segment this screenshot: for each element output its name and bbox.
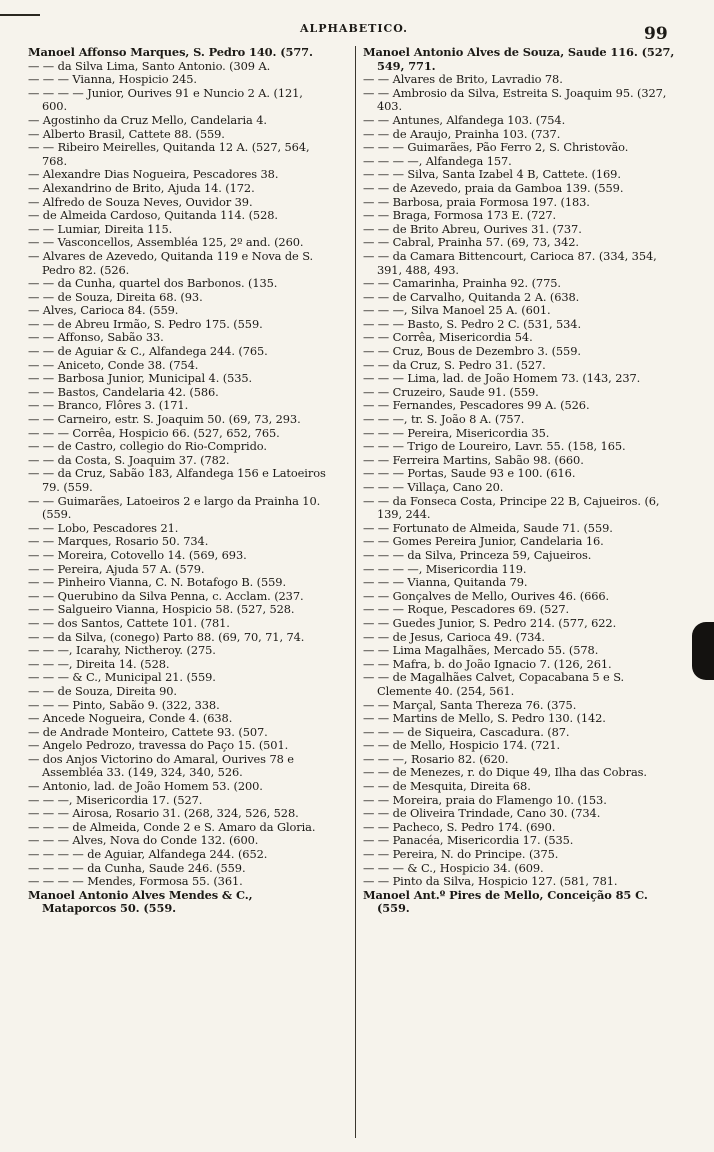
directory-entry: — — — —, Alfandega 157. (363, 153, 512, 168)
directory-entry: — — de Menezes, r. do Dique 49, Ilha das Cobras. (363, 765, 647, 780)
directory-entry: — — — Airosa, Rosario 31. (268, 324, 526, 528. (28, 806, 299, 821)
directory-entry: — — — de Almeida, Conde 2 e S. Amaro da Gloria. (28, 819, 316, 834)
directory-entry: — — — & C., Hospicio 34. (609. (363, 860, 544, 875)
directory-entry: — — Barbosa Junior, Municipal 4. (535. (28, 371, 253, 386)
directory-entry: — — Barbosa, praia Formosa 197. (183. (363, 194, 590, 209)
directory-entry: — — — Portas, Saude 93 e 100. (616. (363, 466, 576, 481)
directory-entry: — — — Corrêa, Hospicio 66. (527, 652, 765. (28, 425, 280, 440)
directory-entry: — — — Vianna, Quitanda 79. (363, 575, 528, 590)
directory-entry: — Alvares de Azevedo, Quitanda 119 e Nova de S. Pedro 82. (526. (28, 248, 314, 277)
directory-entry: — — —, Rosario 82. (620. (363, 751, 509, 766)
directory-entry: — — de Araujo, Prainha 103. (737. (363, 126, 561, 141)
directory-entry: — — — Basto, S. Pedro 2 C. (531, 534. (363, 316, 581, 331)
directory-entry: — — da Silva Lima, Santo Antonio. (309 A. (28, 58, 271, 73)
directory-entry: — Antonio, lad. de João Homem 53. (200. (28, 779, 263, 794)
directory-entry: — — Guimarães, Latoeiros 2 e largo da Prainha 10. (559. (28, 493, 321, 522)
directory-entry: — — Antunes, Alfandega 103. (754. (363, 112, 566, 127)
directory-entry: — — Corrêa, Misericordia 54. (363, 330, 533, 345)
directory-entry: — — Aniceto, Conde 38. (754. (28, 357, 199, 372)
directory-entry: — — Guedes Junior, S. Pedro 214. (577, 622. (363, 615, 617, 630)
directory-entry: Manoel Ant.º Pires de Mello, Conceição 85 C. (559. (363, 887, 648, 916)
directory-entry: — — Affonso, Sabão 33. (28, 330, 164, 345)
directory-entry: — — Branco, Flôres 3. (171. (28, 398, 189, 413)
directory-entry: — — Lobo, Pescadores 21. (28, 520, 179, 535)
directory-entry: — — —, Misericordia 17. (527. (28, 792, 203, 807)
directory-entry: — Alves, Carioca 84. (559. (28, 303, 179, 318)
directory-entry: — — da Cruz, Sabão 183, Alfandega 156 e Latoeiros 79. (559. (28, 466, 326, 494)
directory-entry: — — Vasconcellos, Assembléa 125, 2º and. (260. (28, 235, 304, 250)
directory-entry: — — — Lima, lad. de João Homem 73. (143, 237. (363, 371, 641, 386)
directory-entry: — — dos Santos, Cattete 101. (781. (28, 615, 230, 630)
directory-entry: — — Marques, Rosario 50. 734. (28, 534, 209, 549)
directory-entry: — — Carneiro, estr. S. Joaquim 50. (69, 73, 293. (28, 412, 301, 427)
column-divider (355, 46, 356, 1138)
directory-entry: — — Moreira, Cotovello 14. (569, 693. (28, 547, 247, 562)
directory-entry: — — Panacéa, Misericordia 17. (535. (363, 833, 574, 848)
directory-entry: — — Cruz, Bous de Dezembro 3. (559. (363, 344, 581, 359)
directory-entry: — — Gonçalves de Mello, Ourives 46. (666. (363, 588, 610, 603)
directory-entry: — de Andrade Monteiro, Cattete 93. (507. (28, 724, 268, 739)
directory-entry: — — Pereira, Ajuda 57 A. (579. (28, 561, 205, 576)
directory-entry: — — —, Icarahy, Nictheroy. (275. (28, 643, 216, 658)
directory-entry: — — Bastos, Candelaria 42. (586. (28, 384, 219, 399)
directory-entry: — — — Pinto, Sabão 9. (322, 338. (28, 697, 220, 712)
directory-entry: — — Salgueiro Vianna, Hospicio 58. (527, 528. (28, 602, 295, 617)
right-column (363, 46, 675, 916)
directory-entry: — — — — da Cunha, Saude 246. (559. (28, 860, 246, 875)
running-title: ALPHABETICO. (300, 22, 409, 35)
directory-entry: — — Cabral, Prainha 57. (69, 73, 342. (363, 235, 579, 250)
directory-entry: — Alfredo de Souza Neves, Ouvidor 39. (28, 194, 253, 209)
directory-entry: — — —, Silva Manoel 25 A. (601. (363, 303, 551, 318)
directory-entry: — — da Camara Bittencourt, Carioca 87. (334, 354, 391, 488, 493. (363, 248, 657, 277)
directory-entry: — — Martins de Mello, S. Pedro 130. (142. (363, 711, 606, 726)
directory-entry: — — de Mesquita, Direita 68. (363, 779, 531, 794)
directory-entry: — Alexandrino de Brito, Ajuda 14. (172. (28, 180, 255, 195)
directory-entry: — — — da Silva, Princeza 59, Cajueiros. (363, 547, 592, 562)
directory-entry: — — da Silva, (conego) Parto 88. (69, 70, 71, 74. (28, 629, 305, 644)
directory-entry: — — — Alves, Nova do Conde 132. (600. (28, 833, 259, 848)
left-column (28, 46, 330, 916)
directory-entry: — — Pacheco, S. Pedro 174. (690. (363, 819, 556, 834)
directory-entry: — — Ambrosio da Silva, Estreita S. Joaquim 95. (327, 403. (363, 85, 667, 114)
directory-entry: — — Moreira, praia do Flamengo 10. (153. (363, 792, 607, 807)
directory-entry: — — — — de Aguiar, Alfandega 244. (652. (28, 847, 268, 862)
directory-entry: — — Fernandes, Pescadores 99 A. (526. (363, 398, 590, 413)
directory-entry: — — Fortunato de Almeida, Saude 71. (559. (363, 520, 613, 535)
directory-entry: — — Pinto da Silva, Hospicio 127. (581, 781. (363, 874, 618, 889)
directory-entry: — — Mafra, b. do João Ignacio 7. (126, 261. (363, 656, 612, 671)
directory-entry: — — —, tr. S. João 8 A. (757. (363, 412, 525, 427)
directory-entry: — — — Roque, Pescadores 69. (527. (363, 602, 570, 617)
directory-entry: — — de Castro, collegio do Rio-Comprido. (28, 439, 267, 454)
directory-entry: — — Marçal, Santa Thereza 76. (375. (363, 697, 577, 712)
directory-entry: — — de Carvalho, Quitanda 2 A. (638. (363, 289, 580, 304)
directory-entry: — — — Villaça, Cano 20. (363, 480, 504, 494)
page-edge-mark (692, 622, 714, 680)
directory-entry: — — de Azevedo, praia da Gamboa 139. (559. (363, 180, 624, 195)
directory-entry: — — Ferreira Martins, Sabão 98. (660. (363, 452, 584, 467)
directory-entry: Manoel Affonso Marques, S. Pedro 140. (577. (28, 45, 313, 59)
directory-entry: — — Alvares de Brito, Lavradio 78. (363, 72, 563, 87)
directory-entry: — — da Cruz, S. Pedro 31. (527. (363, 357, 546, 372)
directory-entry: — — — & C., Municipal 21. (559. (28, 670, 216, 685)
directory-entry: — — de Jesus, Carioca 49. (734. (363, 629, 545, 644)
directory-entry: — — Camarinha, Prainha 92. (775. (363, 276, 561, 291)
directory-entry: — — Pinheiro Vianna, C. N. Botafogo B. (559. (28, 575, 286, 590)
directory-entry: — — — — Mendes, Formosa 55. (361. (28, 874, 243, 889)
directory-entry: — — — — Junior, Ourives 91 e Nuncio 2 A. (121, 600. (28, 85, 303, 114)
directory-entry: — Agostinho da Cruz Mello, Candelaria 4. (28, 112, 267, 127)
directory-entry: — — de Aguiar & C., Alfandega 244. (765. (28, 344, 268, 359)
directory-entry: — — de Souza, Direita 90. (28, 683, 177, 698)
directory-entry: — — Braga, Formosa 173 E. (727. (363, 208, 557, 223)
directory-entry: — — da Costa, S. Joaquim 37. (782. (28, 452, 230, 467)
directory-entry: — — da Cunha, quartel dos Barbonos. (135. (28, 276, 278, 291)
directory-entry: — — de Abreu Irmão, S. Pedro 175. (559. (28, 316, 263, 331)
directory-entry: — Alexandre Dias Nogueira, Pescadores 38. (28, 167, 279, 182)
directory-entry: — — Ribeiro Meirelles, Quitanda 12 A. (527, 564, 768. (28, 140, 310, 168)
directory-entry: — — Lumiar, Direita 115. (28, 221, 173, 236)
directory-entry: — Ancede Nogueira, Conde 4. (638. (28, 711, 233, 726)
directory-entry: Manoel Antonio Alves Mendes & C., Mataporcos 50. (559. (28, 887, 253, 916)
directory-entry: — — Cruzeiro, Saude 91. (559. (363, 384, 539, 399)
header-rule (0, 14, 40, 16)
directory-entry: — — — —, Misericordia 119. (363, 561, 527, 576)
directory-entry: — — de Souza, Direita 68. (93. (28, 289, 203, 304)
directory-entry: — dos Anjos Victorino do Amaral, Ourives 78 e Assembléa 33. (149, 324, 340, 526. (28, 751, 294, 780)
directory-entry: — — Lima Magalhães, Mercado 55. (578. (363, 643, 599, 658)
directory-entry: — — de Brito Abreu, Ourives 31. (737. (363, 221, 582, 236)
directory-entry: — — — Silva, Santa Izabel 4 B, Cattete. (169. (363, 167, 621, 182)
directory-entry: — — de Oliveira Trindade, Cano 30. (734. (363, 806, 601, 821)
directory-entry: Manoel Antonio Alves de Souza, Saude 116. (527, 549, 771. (363, 45, 675, 73)
directory-entry: — — Gomes Pereira Junior, Candelaria 16. (363, 534, 604, 549)
directory-entry: — — —, Direita 14. (528. (28, 656, 170, 671)
directory-entry: — — — de Siqueira, Cascadura. (87. (363, 724, 570, 739)
directory-entry: — — — Guimarães, Pão Ferro 2, S. Christovão. (363, 140, 629, 155)
directory-entry: — — Pereira, N. do Principe. (375. (363, 847, 559, 862)
directory-entry: — Alberto Brasil, Cattete 88. (559. (28, 126, 225, 141)
directory-entry: — de Almeida Cardoso, Quitanda 114. (528. (28, 208, 278, 223)
directory-entry: — — Querubino da Silva Penna, c. Acclam. (237. (28, 588, 304, 603)
page-number: 99 (644, 24, 668, 44)
page-header (0, 14, 714, 44)
directory-entry: — — — Trigo de Loureiro, Lavr. 55. (158, 165. (363, 439, 626, 454)
directory-entry: — — da Fonseca Costa, Principe 22 B, Cajueiros. (6, 139, 244. (363, 493, 660, 522)
directory-entry: — — de Mello, Hospicio 174. (721. (363, 738, 561, 753)
directory-entry: — — de Magalhães Calvet, Copacabana 5 e S. Clemente 40. (254, 561. (363, 670, 625, 698)
directory-entry: — Angelo Pedrozo, travessa do Paço 15. (501. (28, 738, 289, 753)
directory-entry: — — — Vianna, Hospicio 245. (28, 72, 197, 87)
directory-entry: — — — Pereira, Misericordia 35. (363, 425, 550, 440)
